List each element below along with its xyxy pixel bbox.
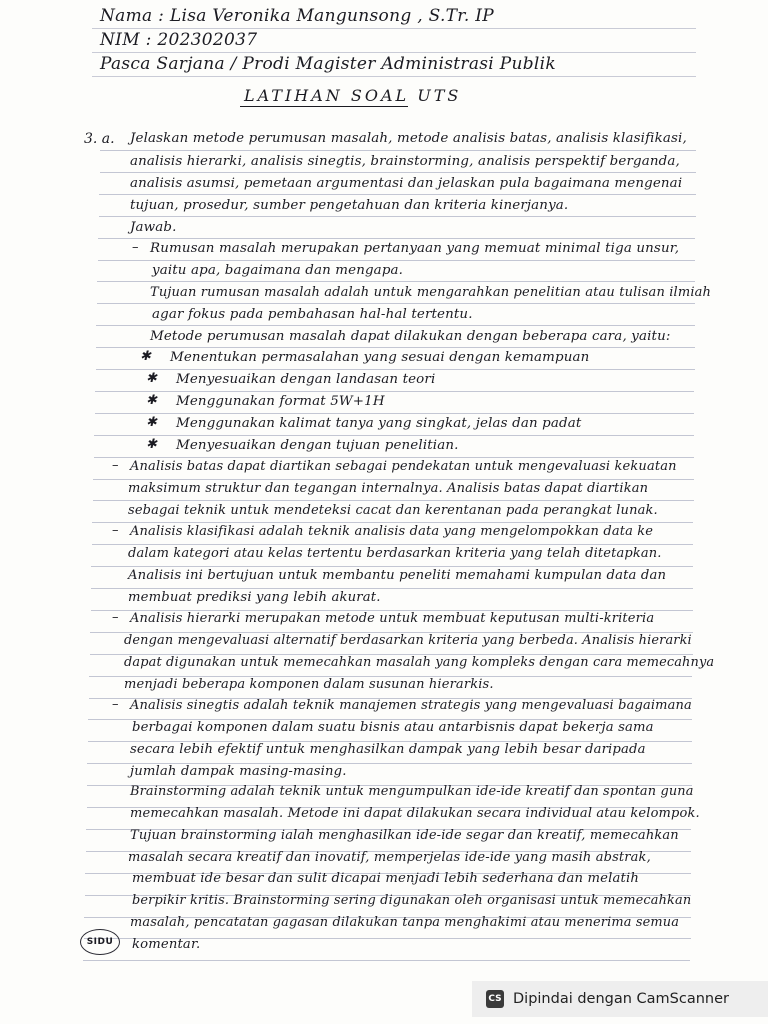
ruled-line — [93, 479, 694, 480]
star-bullet: ✱ — [146, 371, 157, 386]
ruled-line — [83, 960, 690, 961]
ruled-line — [98, 238, 695, 239]
dash-bullet: – — [112, 610, 119, 625]
star-bullet: ✱ — [146, 437, 157, 452]
program-line: Pasca Sarjana / Prodi Magister Administrasi Publik — [100, 54, 556, 74]
ruled-line — [93, 500, 694, 501]
text-line: masalah secara kreatif dan inovatif, memperjelas ide-ide yang masih abstrak, — [128, 850, 651, 865]
text-line: komentar. — [132, 937, 201, 952]
ruled-line — [96, 325, 694, 326]
text-line: Menggunakan format 5W+1H — [176, 394, 385, 409]
ruled-line — [98, 260, 696, 261]
nim-line: NIM : 202302037 — [100, 30, 258, 50]
ruled-line — [94, 457, 694, 458]
camscanner-icon: CS — [486, 990, 504, 1008]
star-bullet: ✱ — [146, 393, 157, 408]
text-line: memecahkan masalah. Metode ini dapat dilakukan secara individual atau kelompok. — [130, 806, 700, 821]
text-line: Tujuan brainstorming ialah menghasilkan ide-ide segar dan kreatif, memecahkan — [130, 828, 679, 843]
text-line: sebagai teknik untuk mendeteksi cacat dan kerentanan pada perangkat lunak. — [128, 503, 658, 518]
star-bullet: ✱ — [140, 349, 151, 364]
text-line: Brainstorming adalah teknik untuk mengumpulkan ide-ide kreatif dan spontan guna — [130, 784, 694, 799]
ruled-line — [97, 303, 695, 304]
ruled-line — [99, 216, 696, 217]
text-line: analisis hierarki, analisis sinegtis, brainstorming, analisis perspektif berganda, — [130, 154, 680, 169]
text-line: berpikir kritis. Brainstorming sering digunakan oleh organisasi untuk memecahkan — [132, 893, 692, 908]
text-line: dengan mengevaluasi alternatif berdasarkan kriteria yang berbeda. Analisis hierarki — [124, 633, 692, 648]
star-bullet: ✱ — [146, 415, 157, 430]
title-underline — [240, 106, 408, 107]
text-line: Metode perumusan masalah dapat dilakukan dengan beberapa cara, yaitu: — [150, 329, 671, 344]
text-line: Menyesuaikan dengan tujuan penelitian. — [176, 438, 459, 453]
header-rule — [92, 52, 696, 53]
text-line: analisis asumsi, pemetaan argumentasi dan jelaskan pula bagaimana mengenai — [130, 176, 683, 191]
page-title: LATIHAN SOAL UTS — [244, 86, 462, 105]
question-number: 3. a. — [84, 131, 115, 147]
text-line: yaitu apa, bagaimana dan mengapa. — [152, 263, 404, 278]
ruled-line — [91, 566, 693, 567]
header-rule — [92, 76, 696, 77]
text-line: dapat digunakan untuk memecahkan masalah yang kompleks dengan cara memecahnya — [124, 655, 715, 670]
ruled-line — [100, 172, 696, 173]
text-line: tujuan, prosedur, sumber pengetahuan dan kriteria kinerjanya. — [130, 198, 569, 213]
ruled-line — [95, 413, 695, 414]
camscanner-text: Dipindai dengan CamScanner — [513, 991, 730, 1007]
ruled-line — [100, 150, 696, 151]
text-line: Analisis batas dapat diartikan sebagai pendekatan untuk mengevaluasi kekuatan — [130, 459, 677, 474]
text-line: Jelaskan metode perumusan masalah, metode analisis batas, analisis klasifikasi, — [130, 131, 687, 146]
dash-bullet: – — [112, 697, 119, 712]
text-line: menjadi beberapa komponen dalam susunan hierarkis. — [124, 677, 494, 692]
ruled-line — [91, 588, 693, 589]
text-line: Jawab. — [130, 220, 177, 235]
text-line: Analisis hierarki merupakan metode untuk membuat keputusan multi-kriteria — [130, 611, 655, 626]
text-line: Rumusan masalah merupakan pertanyaan yang memuat minimal tiga unsur, — [150, 241, 680, 256]
name-line: Nama : Lisa Veronika Mangunsong , S.Tr. IP — [100, 6, 495, 26]
text-line: Tujuan rumusan masalah adalah untuk mengarahkan penelitian atau tulisan ilmiah — [150, 285, 712, 300]
sidu-logo-stamp: SIDU — [80, 929, 120, 955]
ruled-line — [95, 391, 694, 392]
text-line: Analisis klasifikasi adalah teknik analisis data yang mengelompokkan data ke — [130, 524, 654, 539]
text-line: agar fokus pada pembahasan hal-hal tertentu. — [152, 307, 473, 322]
header-rule — [92, 28, 696, 29]
text-line: membuat ide besar dan sulit dicapai menjadi lebih sederhana dan melatih — [132, 871, 639, 886]
text-line: Analisis ini bertujuan untuk membantu peneliti memahami kumpulan data dan — [128, 568, 667, 583]
text-line: jumlah dampak masing-masing. — [130, 764, 347, 779]
dash-bullet: – — [132, 240, 139, 255]
text-line: Analisis sinegtis adalah teknik manajemen strategis yang mengevaluasi bagaimana — [130, 698, 692, 713]
text-line: Menggunakan kalimat tanya yang singkat, jelas dan padat — [176, 416, 582, 431]
ruled-line — [99, 194, 696, 195]
dash-bullet: – — [112, 458, 119, 473]
ruled-line — [96, 347, 695, 348]
text-line: masalah, pencatatan gagasan dilakukan tanpa menghakimi atau menerima semua — [130, 915, 680, 930]
dash-bullet: – — [112, 523, 119, 538]
text-line: dalam kategori atau kelas tertentu berdasarkan kriteria yang telah ditetapkan. — [128, 546, 662, 561]
text-line: Menentukan permasalahan yang sesuai dengan kemampuan — [170, 350, 590, 365]
text-line: secara lebih efektif untuk menghasilkan dampak yang lebih besar daripada — [130, 742, 646, 757]
ruled-line — [96, 369, 695, 370]
text-line: membuat prediksi yang lebih akurat. — [128, 590, 381, 605]
text-line: Menyesuaikan dengan landasan teori — [176, 372, 436, 387]
text-line: maksimum struktur dan tegangan internalnya. Analisis batas dapat diartikan — [128, 481, 649, 496]
ruled-line — [97, 281, 695, 282]
text-line: berbagai komponen dalam suatu bisnis atau antarbisnis dapat bekerja sama — [132, 720, 654, 735]
ruled-line — [94, 435, 694, 436]
camscanner-watermark — [472, 981, 768, 1017]
